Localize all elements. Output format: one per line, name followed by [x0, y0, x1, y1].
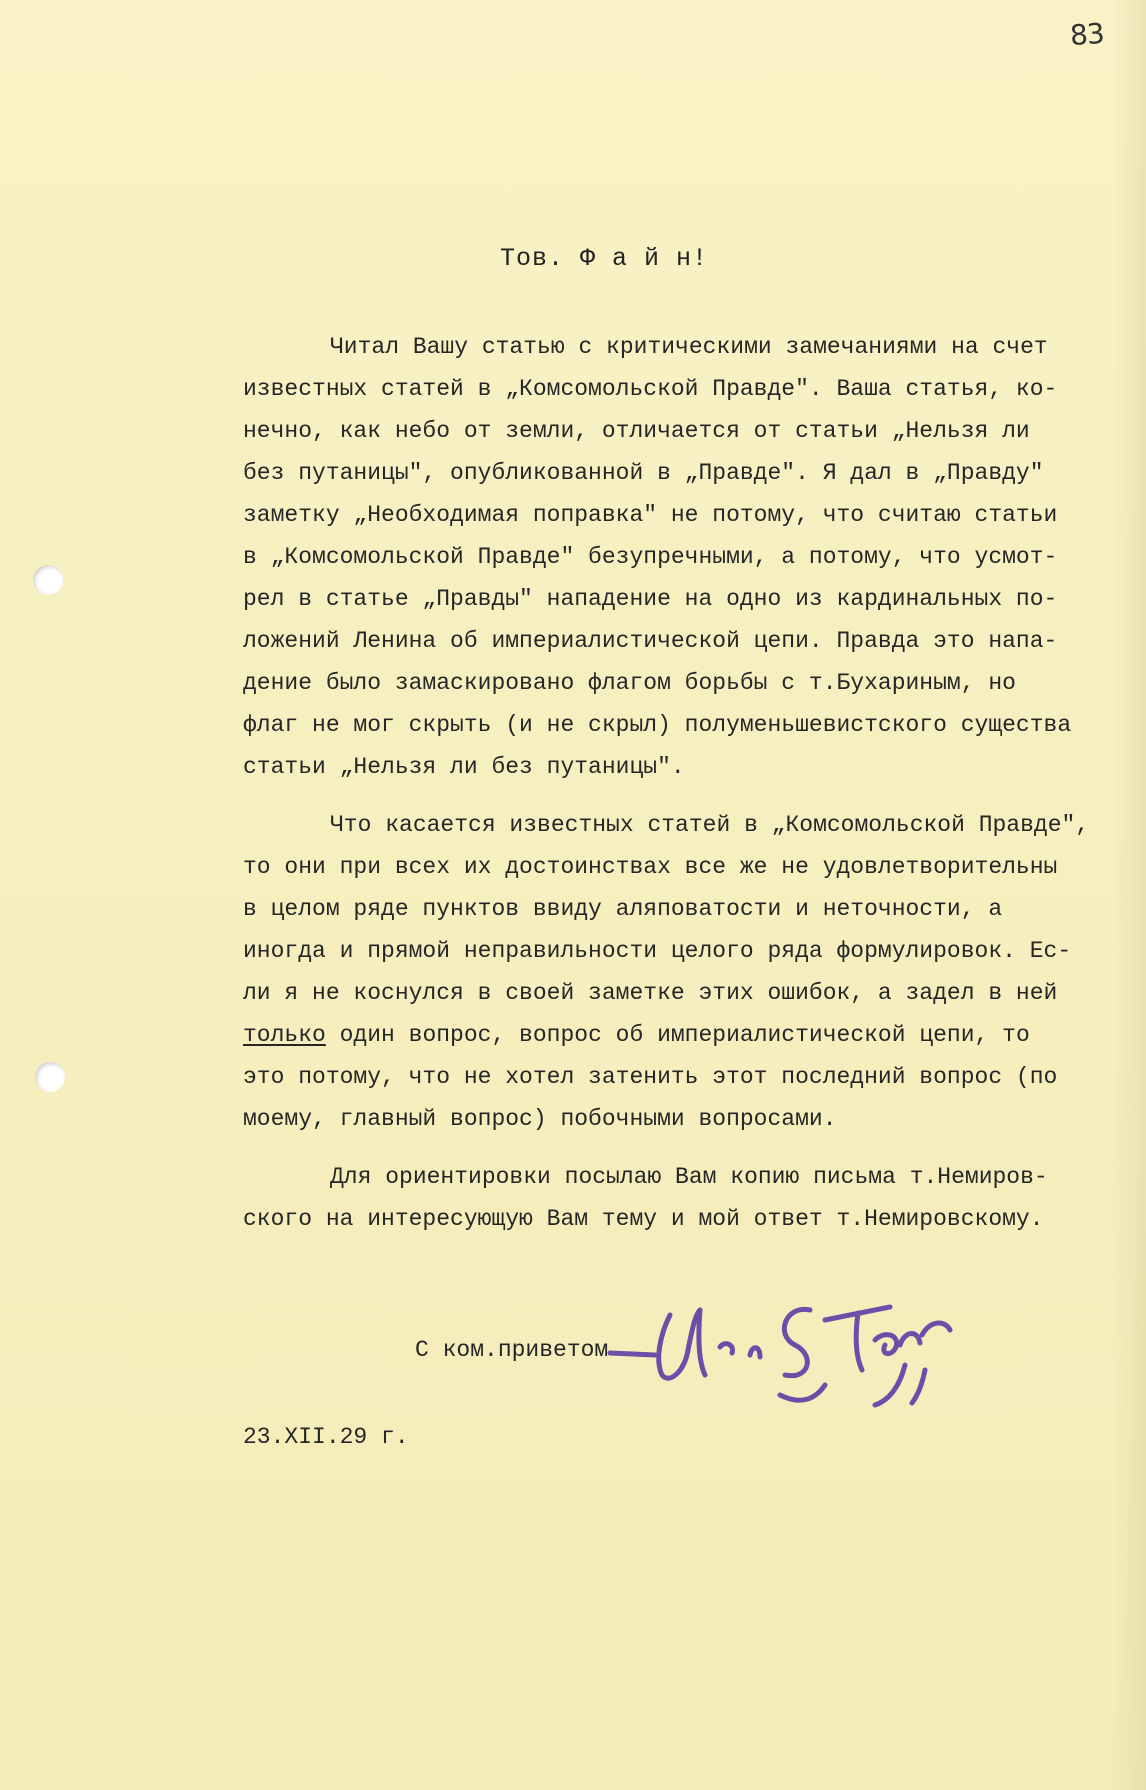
underlined-word: только: [243, 1022, 326, 1048]
punch-hole-bottom: [35, 1062, 65, 1092]
paragraph-2-line: ли я не коснулся в своей заметке этих ошибок, а задел в ней: [243, 980, 1058, 1006]
paragraph-2-line: это потому, что не хотел затенить этот последний вопрос (по: [243, 1064, 1058, 1090]
paragraph-1-line: нечно, как небо от земли, отличается от статьи „Нельзя ли: [243, 418, 1030, 444]
punch-hole-top: [33, 565, 63, 595]
paragraph-1-line: без путаницы", опубликованной в „Правде". Я дал в „Правду": [243, 460, 1044, 486]
paragraph-1-line: флаг не мог скрыть (и не скрыл) полуменьшевистского существа: [243, 712, 1072, 738]
paragraph-1-line: статьи „Нельзя ли без путаницы".: [243, 754, 685, 780]
line-rest: один вопрос, вопрос об империалистической цепи, то: [325, 1022, 1030, 1048]
paragraph-1-line: заметку „Необходимая поправка" не потому, что считаю статьи: [243, 502, 1058, 528]
paragraph-2-line: иногда и прямой неправильности целого ряда формулировок. Ес-: [243, 938, 1072, 964]
paragraph-2-line: моему, главный вопрос) побочными вопросами.: [243, 1106, 837, 1132]
salutation: Тов. Ф а й н!: [500, 244, 709, 273]
page-number: 83: [1068, 16, 1105, 53]
paragraph-2-line: Что касается известных статей в „Комсомольской Правде",: [330, 812, 1090, 838]
page-edge-shadow: [1112, 0, 1146, 1790]
closing-greeting: С ком.приветом: [415, 1337, 609, 1363]
paragraph-1-line: известных статей в „Комсомольской Правде". Ваша статья, ко-: [243, 376, 1058, 402]
paragraph-2-line: в целом ряде пунктов ввиду аляповатости и неточности, а: [243, 896, 1003, 922]
paragraph-1-line: в „Комсомольской Правде" безупречными, а потому, что усмот-: [243, 544, 1058, 570]
paragraph-1-line: ложений Ленина об империалистической цепи. Правда это напа-: [243, 628, 1058, 654]
paragraph-3-line: ского на интересующую Вам тему и мой ответ т.Немировскому.: [243, 1206, 1044, 1232]
paragraph-1-line: рел в статье „Правды" нападение на одно из кардинальных по-: [243, 586, 1058, 612]
paragraph-2-line: [243, 1022, 1030, 1048]
paragraph-1-line: дение было замаскировано флагом борьбы с т.Бухариным, но: [243, 670, 1016, 696]
signature-stamp: [600, 1275, 960, 1415]
letter-date: 23.XII.29 г.: [243, 1424, 409, 1450]
paragraph-1-line: Читал Вашу статью с критическими замечаниями на счет: [330, 334, 1048, 360]
paragraph-2-line: то они при всех их достоинствах все же не удовлетворительны: [243, 854, 1058, 880]
paragraph-3-line: Для ориентировки посылаю Вам копию письма т.Немиров-: [330, 1164, 1048, 1190]
